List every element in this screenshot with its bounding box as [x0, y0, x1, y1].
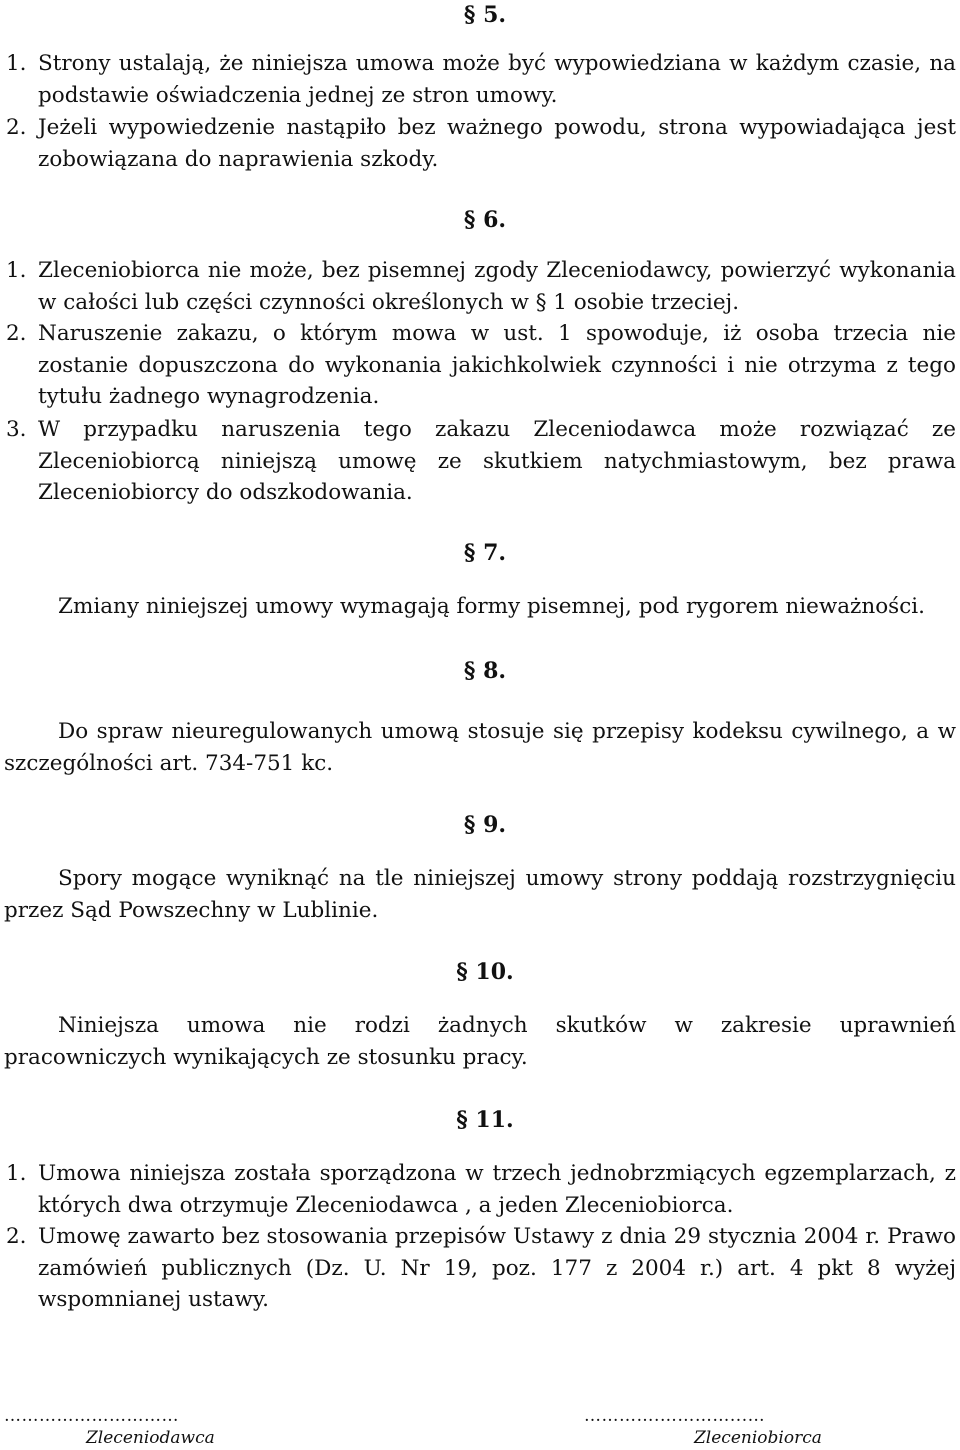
section-8-text: Do spraw nieuregulowanych umową stosuje się przepisy kodeksu cywilnego, a w szczególności art. 734-751 kc. — [4, 719, 956, 776]
signature-label: Zleceniobiorca — [694, 1428, 822, 1448]
section-9-heading: § 9. — [463, 812, 507, 838]
item-number: 2. — [6, 321, 27, 346]
section-7-text: Zmiany niniejszej umowy wymagają formy pisemnej, pod rygorem nieważności. — [58, 594, 925, 619]
item-text: Strony ustalają, że niniejsza umowa może być wypowiedziana w każdym czasie, na podstawie oświadczenia jednej ze stron umowy. — [38, 51, 956, 108]
item-text: W przypadku naruszenia tego zakazu Zleceniodawca może rozwiązać ze Zleceniobiorcą niniejszą umowę ze skutkiem natychmiastowym, bez prawa Zleceniobiorcy do odszkodowania. — [38, 417, 956, 505]
item-text: Jeżeli wypowiedzenie nastąpiło bez ważnego powodu, strona wypowiadająca jest zobowiązana do naprawienia szkody. — [38, 115, 956, 172]
item-text: Zleceniobiorca nie może, bez pisemnej zgody Zleceniodawcy, powierzyć wykonania w całości lub części czynności określonych w § 1 osobie trzeciej. — [38, 258, 956, 315]
section-8-heading: § 8. — [463, 658, 507, 684]
signature-line: ………….…………...… — [584, 1406, 766, 1426]
section-6-item-2 — [6, 318, 956, 413]
item-number: 2. — [6, 1224, 27, 1249]
section-6-item-3 — [6, 414, 956, 509]
section-11-item-1 — [6, 1158, 956, 1221]
section-11-heading: § 11. — [456, 1107, 514, 1133]
item-number: 1. — [6, 1161, 27, 1186]
section-11-item-2 — [6, 1221, 956, 1316]
item-number: 1. — [6, 51, 27, 76]
signature-line: ………………………… — [4, 1406, 179, 1426]
section-7-heading: § 7. — [463, 540, 507, 566]
section-9-text: Spory mogące wyniknąć na tle niniejszej umowy strony poddają rozstrzygnięciu przez Sąd Powszechny w Lublinie. — [4, 866, 956, 923]
item-text: Umowę zawarto bez stosowania przepisów Ustawy z dnia 29 stycznia 2004 r. Prawo zamówień publicznych (Dz. U. Nr 19, poz. 177 z 2004 r.) art. 4 pkt 8 wyżej wspomnianej ustawy. — [38, 1224, 956, 1312]
section-5-heading: § 5. — [463, 2, 507, 28]
item-text: Naruszenie zakazu, o którym mowa w ust. 1 spowoduje, iż osoba trzecia nie zostanie dopuszczona do wykonania jakichkolwiek czynności i nie otrzyma z tego tytułu żadnego wynagrodzenia. — [38, 321, 956, 409]
section-6-item-1 — [6, 255, 956, 318]
signature-label: Zleceniodawca — [86, 1428, 215, 1448]
item-number: 1. — [6, 258, 27, 283]
item-number: 3. — [6, 417, 27, 442]
item-number: 2. — [6, 115, 27, 140]
section-6-heading: § 6. — [463, 207, 507, 233]
section-10-heading: § 10. — [456, 959, 514, 985]
section-5-item-1 — [6, 48, 956, 111]
signature-left — [4, 1405, 215, 1449]
section-5-item-2 — [6, 112, 956, 175]
section-10-text: Niniejsza umowa nie rodzi żadnych skutków w zakresie uprawnień pracowniczych wynikających ze stosunku pracy. — [4, 1013, 956, 1070]
item-text: Umowa niniejsza została sporządzona w trzech jednobrzmiących egzemplarzach, z których dwa otrzymuje Zleceniodawca , a jeden Zleceniobiorca. — [38, 1161, 956, 1218]
signature-right — [584, 1405, 822, 1449]
